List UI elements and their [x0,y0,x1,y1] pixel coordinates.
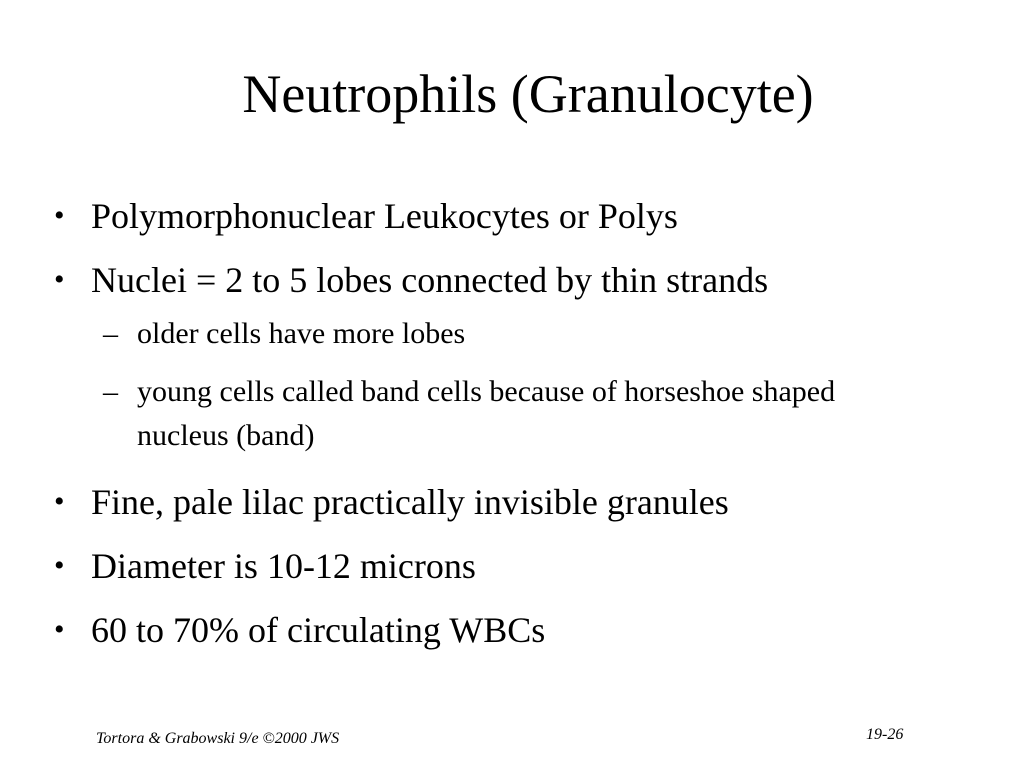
bullet-glyph: • [54,263,65,296]
bullet-item [52,546,992,586]
sub-bullet-list [52,312,992,458]
bullet-glyph: • [54,613,65,646]
bullet-glyph: • [54,199,65,232]
bullet-text: 60 to 70% of circulating WBCs [91,610,546,650]
sub-bullet-item [52,370,897,458]
dash-glyph: – [103,375,118,408]
dash-glyph: – [103,317,118,350]
bullet-glyph: • [54,549,65,582]
bullet-text: Polymorphonuclear Leukocytes or Polys [91,196,678,236]
slide-title: Neutrophils (Granulocyte) [242,64,814,124]
bullet-text: Fine, pale lilac practically invisible granules [91,482,729,522]
sub-bullet-text: older cells have more lobes [137,317,466,350]
sub-bullet-item [52,312,897,356]
bullet-text: Nuclei = 2 to 5 lobes connected by thin strands [91,260,769,300]
slide-number: 19-26 [866,726,904,743]
bullet-item [52,610,992,650]
bullet-item [52,196,992,236]
footer-citation: Tortora & Grabowski 9/e ©2000 JWS [96,730,340,747]
bullet-item [52,482,992,522]
bullet-text: Diameter is 10-12 microns [91,546,476,586]
sub-bullet-text: young cells called band cells because of horseshoe shaped nucleus (band) [137,375,836,452]
bullet-glyph: • [54,485,65,518]
bullet-list [52,196,992,674]
bullet-item [52,260,992,458]
